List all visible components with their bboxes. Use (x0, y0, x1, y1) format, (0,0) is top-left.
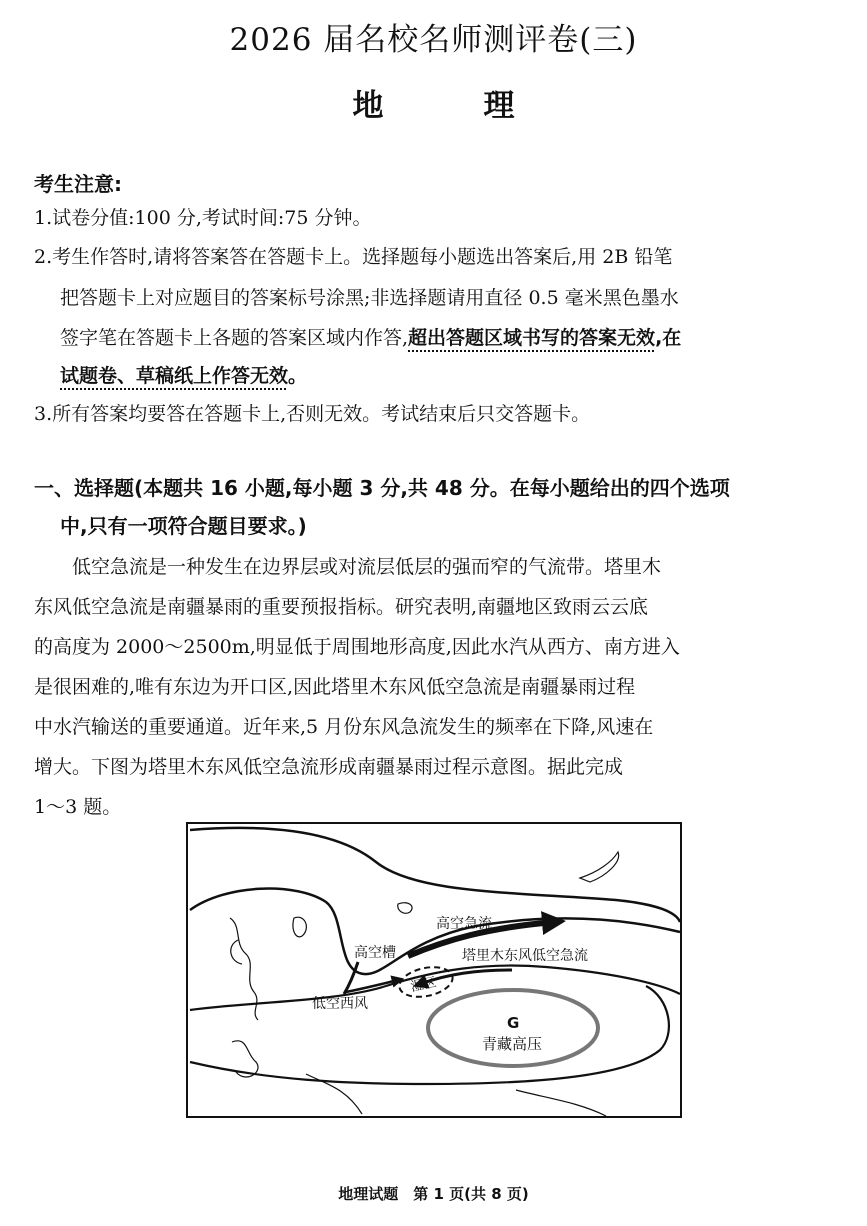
g-label: G (507, 1014, 520, 1032)
notice-item-1: 1.试卷分值:100 分,考试时间:75 分钟。 (34, 207, 372, 229)
section-heading-line-1: 一、选择题(本题共 16 小题,每小题 3 分,共 48 分。在每小题给出的四个选项 (34, 476, 730, 500)
notice-tail-2: 。 (288, 365, 308, 387)
passage-line-3: 的高度为 2000～2500m,明显低于周围地形高度,因此水汽从西方、南方进入 (34, 636, 680, 658)
notice-heading: 考生注意: (34, 172, 122, 196)
passage-line-1: 低空急流是一种发生在边界层或对流层低层的强而窄的气流带。塔里木 (34, 556, 662, 578)
subject-title (0, 80, 867, 125)
section-heading-line-2: 中,只有一项符合题目要求。) (60, 514, 307, 538)
notice-tail-1: ,在 (655, 327, 682, 349)
east-jet-label: 塔里木东风低空急流 (462, 948, 588, 964)
map-figure (186, 822, 682, 1118)
high-pressure-label: 青藏高压 (482, 1035, 543, 1053)
page-footer: 地理试题 第 1 页(共 8 页) (338, 1185, 529, 1203)
exam-title: 2026 届名校名师测评卷(三) (229, 22, 638, 58)
notice-emphasis-1: 超出答题区域书写的答案无效 (408, 327, 656, 349)
subject-char-2: 理 (483, 88, 515, 124)
notice-item-2-line-4 (60, 356, 860, 396)
passage-line-4: 是很困难的,唯有东边为开口区,因此塔里木东风低空急流是南疆暴雨过程 (34, 676, 636, 698)
notice-plain-text: 签字笔在答题卡上各题的答案区域内作答, (60, 327, 409, 349)
upper-jet-label: 高空急流 (436, 916, 492, 932)
passage-line-7: 1～3 题。 (34, 796, 122, 818)
notice-item-2-line-2: 把答题卡上对应题目的答案标号涂黑;非选择题请用直径 0.5 毫米黑色墨水 (60, 287, 679, 309)
subject-char-1: 地 (352, 88, 384, 124)
passage-line-5: 中水汽输送的重要通道。近年来,5 月份东风急流发生的频率在下降,风速在 (34, 716, 654, 738)
wet-zone-label: 湿区 (409, 975, 438, 996)
notice-emphasis-2: 试题卷、草稿纸上作答无效 (60, 365, 289, 387)
notice-item-2-line-1: 2.考生作答时,请将答案答在答题卡上。选择题每小题选出答案后,用 2B 铅笔 (34, 246, 673, 268)
map-frame (187, 823, 681, 1117)
passage-line-6: 增大。下图为塔里木东风低空急流形成南疆暴雨过程示意图。据此完成 (34, 756, 624, 778)
jet-stream-map (186, 822, 682, 1118)
notice-item-3: 3.所有答案均要答在答题卡上,否则无效。考试结束后只交答题卡。 (34, 403, 591, 425)
passage-line-2: 东风低空急流是南疆暴雨的重要预报指标。研究表明,南疆地区致雨云云底 (34, 596, 649, 618)
trough-label: 高空槽 (354, 945, 396, 961)
west-wind-label: 低空西风 (312, 996, 368, 1012)
notice-item-2-line-3 (60, 318, 860, 358)
